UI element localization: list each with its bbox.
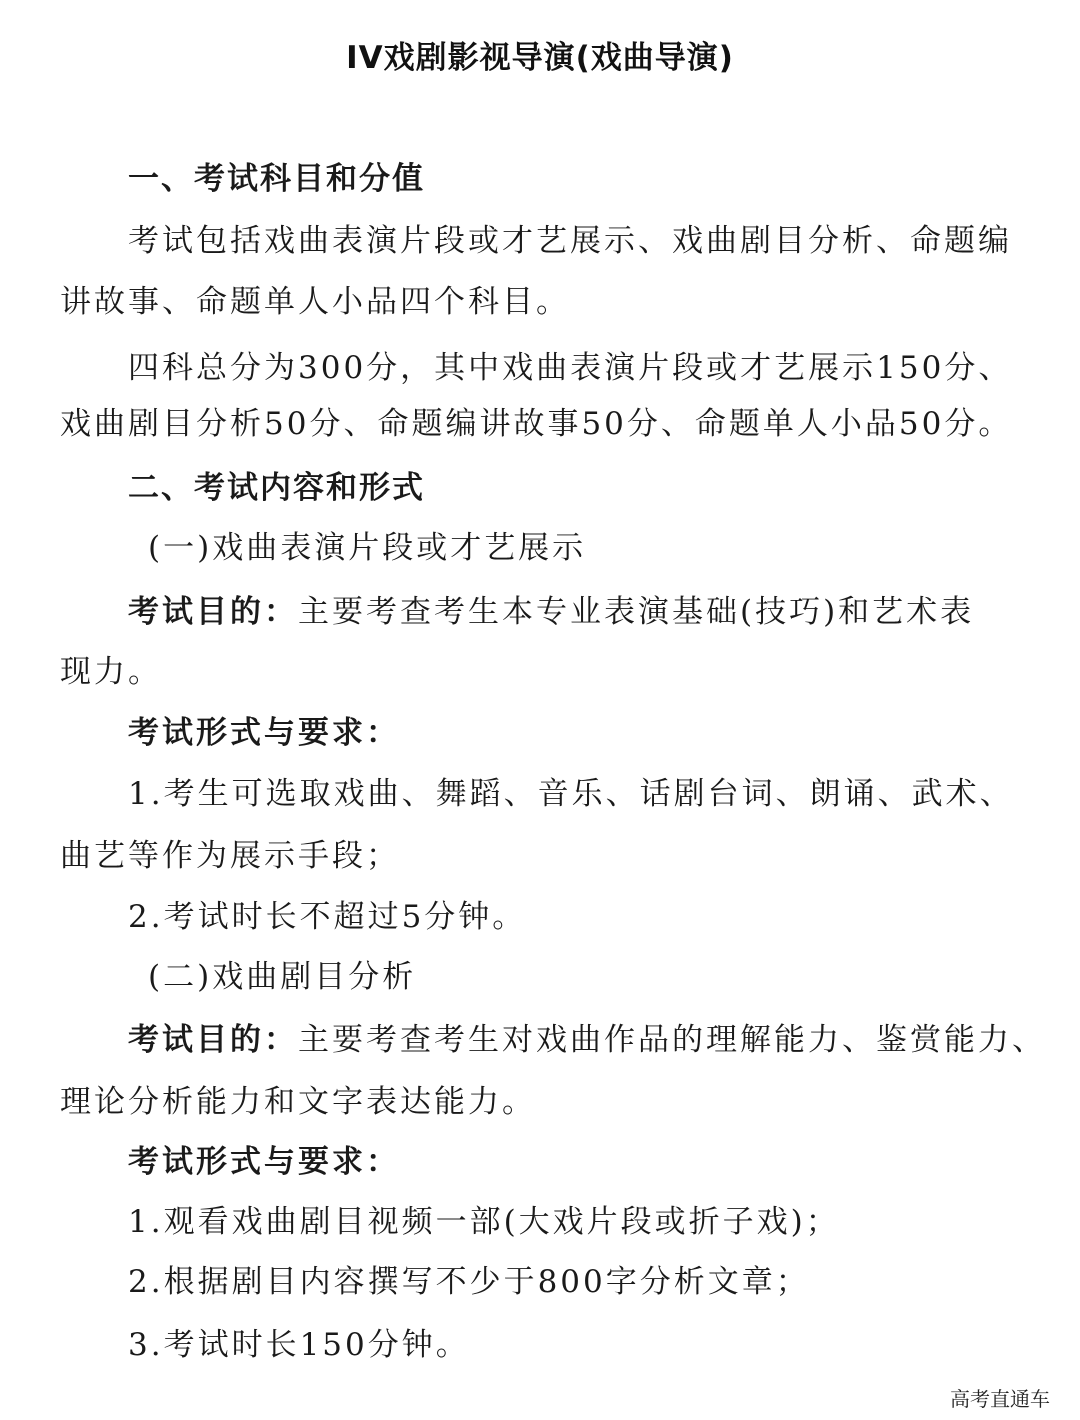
subsection1-title: (一)戏曲表演片段或才艺展示 bbox=[148, 530, 587, 566]
subsection1-purpose-line2: 现力。 bbox=[60, 654, 162, 690]
document-title: IV戏剧影视导演(戏曲导演) bbox=[346, 40, 734, 76]
subsection1-item1-line1: 1.考生可选取戏曲、舞蹈、音乐、话剧台词、朗诵、武术、 bbox=[128, 776, 1014, 812]
subsection1-item1-line2: 曲艺等作为展示手段； bbox=[60, 838, 400, 874]
subsection2-purpose-line1 bbox=[128, 1018, 1080, 1062]
subsection2-item3: 3.考试时长150分钟。 bbox=[128, 1327, 470, 1363]
section1-heading: 一、考试科目和分值 bbox=[128, 161, 425, 197]
section1-paragraph1-line2: 讲故事、命题单人小品四个科目。 bbox=[60, 284, 570, 320]
section1-paragraph2-line2: 戏曲剧目分析50分、命题编讲故事50分、命题单人小品50分。 bbox=[60, 406, 1013, 442]
subsection1-purpose-label: 考试目的： bbox=[128, 594, 298, 630]
section1-paragraph1-line1: 考试包括戏曲表演片段或才艺展示、戏曲剧目分析、命题编 bbox=[128, 223, 1012, 259]
subsection2-purpose-line2: 理论分析能力和文字表达能力。 bbox=[60, 1084, 536, 1120]
watermark-text: 高考直通车 bbox=[950, 1387, 1050, 1411]
subsection2-item1: 1.观看戏曲剧目视频一部(大戏片段或折子戏)； bbox=[128, 1204, 840, 1240]
subsection2-format-label: 考试形式与要求： bbox=[128, 1144, 400, 1180]
section1-paragraph2-line1: 四科总分为300分，其中戏曲表演片段或才艺展示150分、 bbox=[128, 350, 1013, 386]
subsection1-format-label: 考试形式与要求： bbox=[128, 715, 400, 751]
subsection1-purpose-line1 bbox=[128, 590, 1080, 634]
subsection1-purpose-text: 主要考查考生本专业表演基础(技巧)和艺术表 bbox=[298, 594, 975, 630]
subsection2-title: (二)戏曲剧目分析 bbox=[148, 959, 417, 995]
subsection2-item2: 2.根据剧目内容撰写不少于800字分析文章； bbox=[128, 1264, 810, 1300]
section2-heading: 二、考试内容和形式 bbox=[128, 470, 425, 506]
subsection2-purpose-text: 主要考查考生对戏曲作品的理解能力、鉴赏能力、 bbox=[298, 1022, 1046, 1058]
subsection2-purpose-label: 考试目的： bbox=[128, 1022, 298, 1058]
subsection1-item2: 2.考试时长不超过5分钟。 bbox=[128, 899, 527, 935]
